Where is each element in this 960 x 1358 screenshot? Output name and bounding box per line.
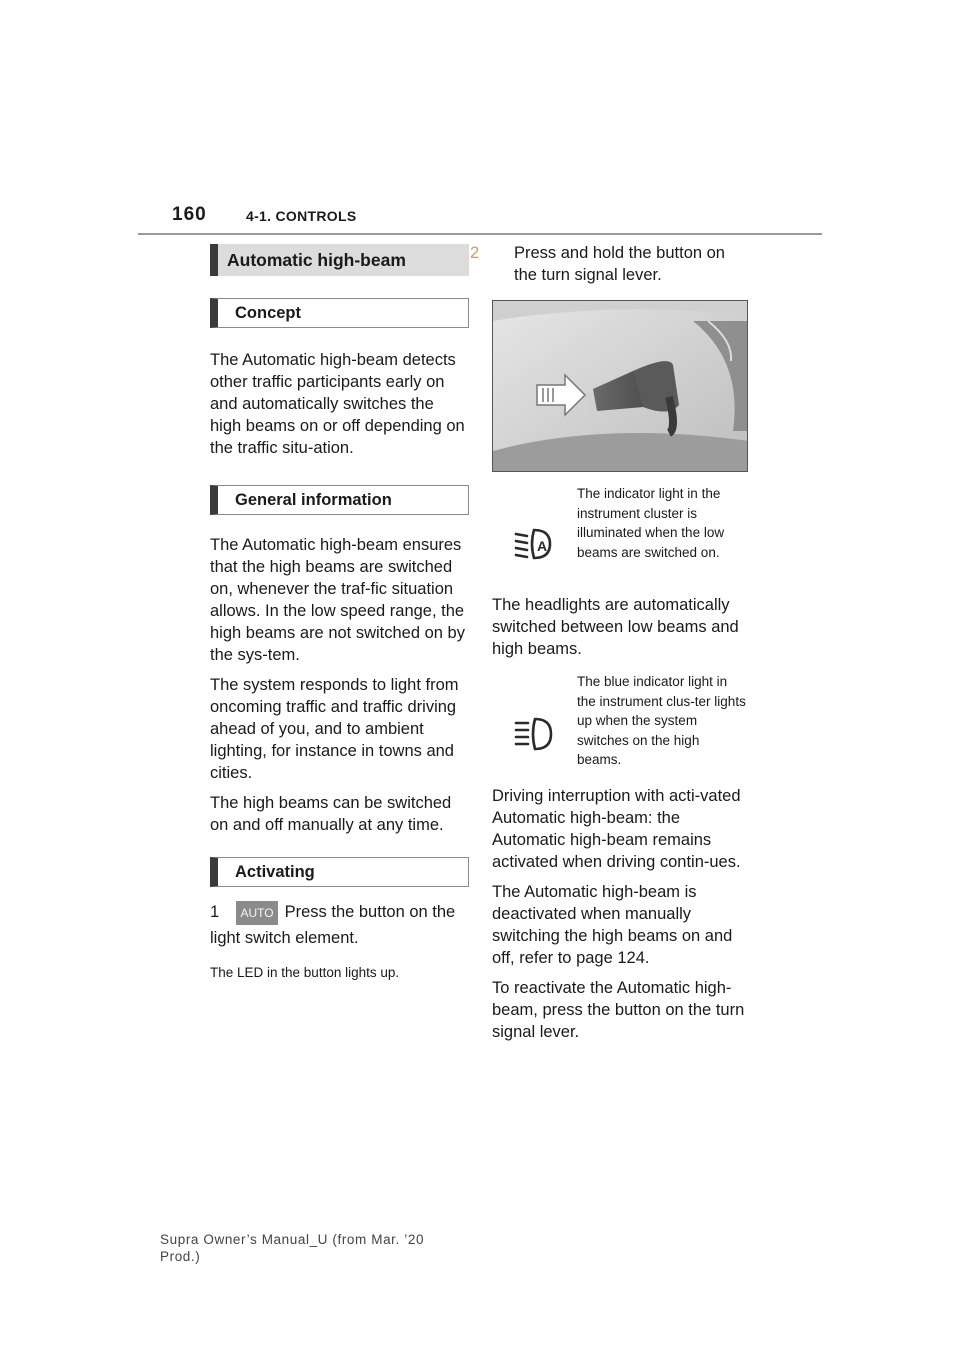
activating-step-1 — [210, 899, 469, 951]
reactivate-paragraph: To reactivate the Automatic high-beam, press the button on the turn signal lever. — [492, 979, 745, 1041]
svg-text:A: A — [537, 538, 548, 554]
high-beam-indicator-text: The blue indicator light in the instrument clus-ter lights up when the system switches on the high beams. — [577, 674, 746, 767]
high-beam-indicator-icon — [514, 714, 554, 754]
general-paragraph-1: The Automatic high-beam ensures that the high beams are switched on, whenever the traf-fic situation allows. In the low speed range, the high beams are not switched on by the sys-tem. — [210, 536, 465, 664]
turn-signal-lever-illustration — [493, 301, 748, 472]
page-number: 160 — [172, 204, 207, 225]
subheading-text: Concept — [235, 303, 301, 322]
led-note: The LED in the button lights up. — [210, 965, 400, 980]
low-beam-auto-indicator-icon — [514, 524, 554, 564]
step-number: 2 — [470, 244, 480, 262]
concept-paragraph: The Automatic high-beam detects other traffic participants early on and automatically switches the high beams on or off depending on the traffic situ-ation. — [210, 351, 465, 457]
subheading-concept — [210, 298, 469, 328]
auto-button-icon: AUTO — [236, 901, 278, 925]
subheading-text: Activating — [235, 862, 315, 881]
general-paragraph-2: The system responds to light from oncoming traffic and traffic driving ahead of you, and to ambient lighting, for instance in towns and cities. — [210, 676, 459, 782]
subheading-text: General information — [235, 490, 392, 509]
header-rule — [138, 233, 822, 235]
step-2-text: Press and hold the button on the turn signal lever. — [514, 244, 725, 284]
automatic-switch-paragraph: The headlights are automatically switched between low beams and high beams. — [492, 596, 739, 658]
section-heading-text: Automatic high-beam — [227, 249, 406, 270]
section-heading-automatic-high-beam — [210, 244, 469, 276]
footer — [160, 1231, 424, 1265]
subheading-activating — [210, 857, 469, 887]
right-bottom-text — [492, 785, 750, 1043]
turn-signal-lever-photo — [492, 300, 748, 472]
interruption-paragraph: Driving interruption with acti-vated Automatic high-beam: the Automatic high-beam remains activated when driving contin-ues. — [492, 787, 741, 871]
step-number: 1 — [210, 903, 220, 921]
footer-line-2: Prod.) — [160, 1249, 201, 1264]
deactivate-paragraph: The Automatic high-beam is deactivated when manually switching the high beams on and off, refer to page 124. — [492, 883, 733, 967]
right-column — [470, 242, 750, 1041]
step-1-text: Press the button on the light switch element. — [210, 903, 456, 947]
activating-step-2 — [470, 242, 750, 286]
subheading-general-information — [210, 485, 469, 515]
general-paragraph-3: The high beams can be switched on and off manually at any time. — [210, 794, 452, 834]
left-column — [210, 244, 469, 996]
chapter-title: 4-1. CONTROLS — [246, 208, 357, 224]
footer-line-1: Supra Owner’s Manual_U (from Mar. ’20 — [160, 1232, 425, 1247]
low-beam-indicator-text: The indicator light in the instrument cluster is illuminated when the low beams are switched on. — [577, 486, 725, 560]
